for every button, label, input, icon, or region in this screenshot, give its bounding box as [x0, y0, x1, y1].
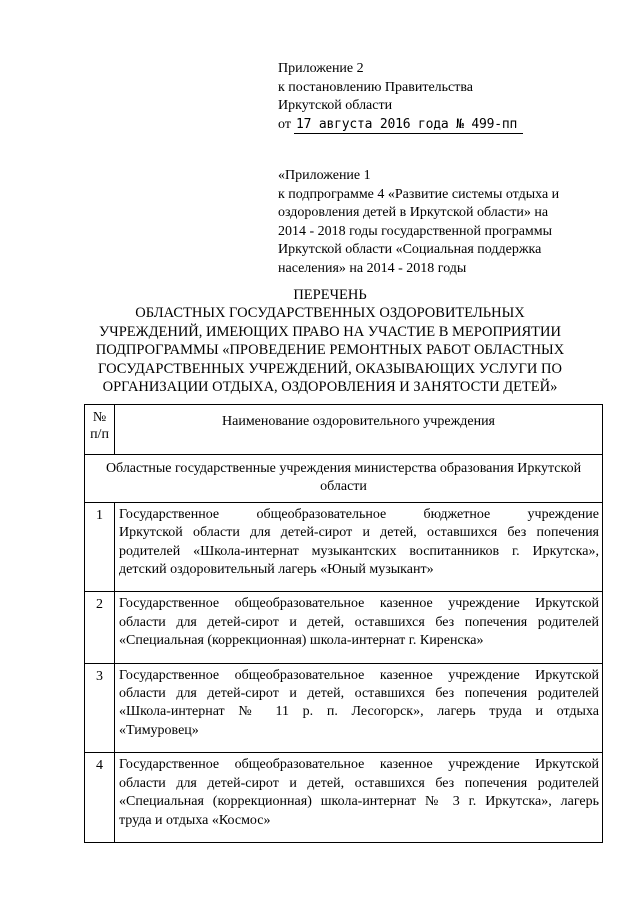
row-text-line: Иркутской области для детей-сирот и детей, оставшихся без попечения [119, 525, 599, 541]
appendix-2-region: Иркутской области [278, 98, 393, 114]
title-line: УЧРЕЖДЕНИЙ, ИМЕЮЩИХ ПРАВО НА УЧАСТИЕ В МЕРОПРИЯТИИ [99, 323, 561, 340]
appendix-2-title: Приложение 2 [278, 61, 364, 76]
appendix-2-decree-ref: к постановлению Правительства [278, 79, 474, 95]
title-line: ГОСУДАРСТВЕННЫХ УЧРЕЖДЕНИЙ, ОКАЗЫВАЮЩИХ УСЛУГИ ПО [98, 360, 562, 377]
row-text-line: «Тимуровец» [119, 722, 199, 738]
appendix-1-line: к подпрограмме 4 «Развитие системы отдыха и [278, 186, 560, 202]
row-text-line: области для детей-сирот и детей, оставшихся без попечения родителей [119, 686, 599, 702]
row-institution-name [115, 753, 603, 843]
table-row [85, 663, 603, 753]
title-line: ОБЛАСТНЫХ ГОСУДАРСТВЕННЫХ ОЗДОРОВИТЕЛЬНЫХ [135, 305, 525, 322]
row-text-line: Государственное общеобразовательное казенное учреждение Иркутской [119, 757, 599, 773]
header-number-cell [85, 405, 115, 455]
row-text-line: области для детей-сирот и детей, оставшихся без попечения родителей [119, 614, 599, 630]
appendix-1-line: 2014 - 2018 годы государственной программы [278, 223, 553, 239]
appendix-1-line: «Приложение 1 [278, 168, 371, 183]
title-heading: ПЕРЕЧЕНЬ [293, 287, 367, 303]
row-text-line: Государственное общеобразовательное бюджетное учреждение [119, 506, 599, 522]
decree-date-line [278, 116, 623, 135]
table-section-row [85, 455, 603, 503]
title-line: ПОДПРОГРАММЫ «ПРОВЕДЕНИЕ РЕМОНТНЫХ РАБОТ ОБЛАСТНЫХ [95, 342, 565, 359]
appendix-1-line: Иркутской области «Социальная поддержка [278, 242, 542, 258]
appendix-1-header [278, 167, 623, 279]
appendix-2-header [278, 60, 623, 134]
row-text-line: Государственное общеобразовательное казенное учреждение Иркутской [119, 667, 599, 683]
header-name-cell: Наименование оздоровительного учреждения [115, 405, 603, 455]
title-line: ОРГАНИЗАЦИИ ОТДЫХА, ОЗДОРОВЛЕНИЯ И ЗАНЯТОСТИ ДЕТЕЙ» [102, 379, 558, 396]
decree-date-number: 17 августа 2016 года № 499-пп [294, 117, 523, 134]
row-text-line: Государственное общеобразовательное казенное учреждение Иркутской [119, 596, 599, 612]
row-text-line: детский оздоровительный лагерь «Юный музыкант» [119, 562, 434, 578]
row-number: 3 [85, 663, 115, 753]
appendix-1-line: оздоровления детей в Иркутской области» на [278, 205, 549, 221]
header-number-abbr: п/п [90, 427, 109, 442]
row-number: 1 [85, 502, 115, 592]
row-text-line: труда и отдыха «Космос» [119, 812, 271, 828]
appendix-1-line: населения» на 2014 - 2018 годы [278, 260, 467, 276]
table-row [85, 753, 603, 843]
row-text-line: родителей «Школа-интернат музыкантских воспитанников г. Иркутска», [119, 543, 599, 559]
row-text-line: «Специальная (коррекционная) школа-интернат № 3 г. Иркутска», лагерь [119, 794, 599, 810]
decree-from-label: от [278, 116, 291, 132]
table-row [85, 592, 603, 663]
row-text-line: «Школа-интернат № 11 р. п. Лесогорск», лагерь труда и отдыха [119, 704, 599, 720]
row-text-line: «Специальная (коррекционная) школа-интернат г. Киренска» [119, 633, 484, 649]
header-number-sign: № [92, 410, 107, 425]
table-row [85, 502, 603, 592]
table-header-row [85, 405, 603, 455]
row-text-line: области для детей-сирот и детей, оставшихся без попечения родителей [119, 775, 599, 791]
document-title [60, 286, 600, 396]
section-title: Областные государственные учреждения министерства образования Иркутской области [85, 455, 603, 503]
row-institution-name [115, 592, 603, 663]
row-number: 4 [85, 753, 115, 843]
row-institution-name [115, 663, 603, 753]
institutions-table [84, 404, 603, 843]
row-number: 2 [85, 592, 115, 663]
row-institution-name [115, 502, 603, 592]
